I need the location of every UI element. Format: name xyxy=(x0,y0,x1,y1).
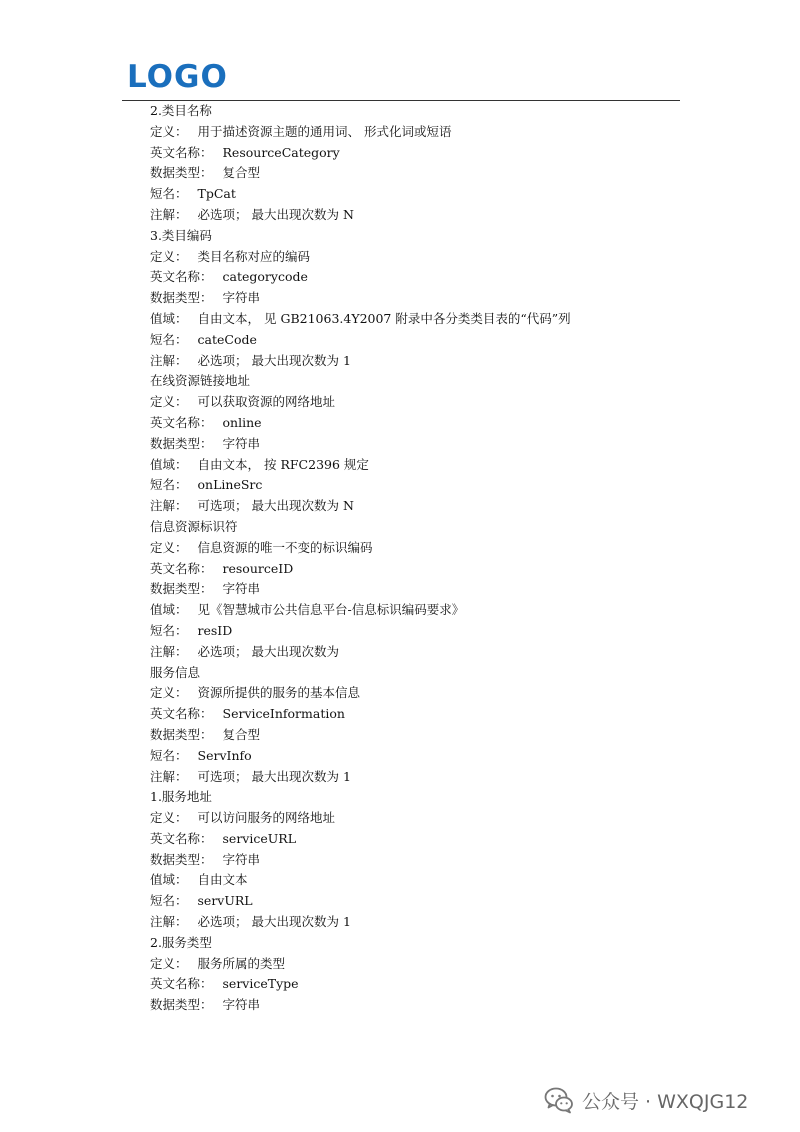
field-value: 字符串 xyxy=(222,435,261,451)
field-value: ServInfo xyxy=(197,747,252,763)
field-line xyxy=(150,351,710,372)
field-value: 复合型 xyxy=(222,726,261,742)
field-line xyxy=(150,330,710,351)
section-heading xyxy=(150,371,710,392)
field-label: 数据类型： xyxy=(150,165,213,181)
field-label: 注解： xyxy=(150,352,188,368)
field-label: 值域： xyxy=(150,310,188,326)
field-line xyxy=(150,475,710,496)
field-line xyxy=(150,184,710,205)
field-value: 可选项； 最大出现次数为 1 xyxy=(197,768,351,784)
field-line xyxy=(150,995,710,1016)
field-value: online xyxy=(222,414,262,430)
field-value: 信息资源的唯一不变的标识编码 xyxy=(197,539,373,555)
field-label: 注解： xyxy=(150,768,188,784)
field-label: 定义： xyxy=(150,685,188,701)
wechat-icon xyxy=(544,1086,574,1114)
field-value: 必选项； 最大出现次数为 xyxy=(197,643,339,659)
field-value: 用于描述资源主题的通用词、 形式化词或短语 xyxy=(197,123,452,139)
field-label: 定义： xyxy=(150,810,188,826)
section-heading xyxy=(150,933,710,954)
field-line xyxy=(150,642,710,663)
logo: LOGO xyxy=(127,59,228,95)
field-label: 定义： xyxy=(150,248,188,264)
field-value: serviceType xyxy=(222,976,299,992)
field-line xyxy=(150,683,710,704)
field-value: 类目名称对应的编码 xyxy=(197,248,311,264)
field-line xyxy=(150,288,710,309)
field-label: 短名： xyxy=(150,622,188,638)
field-label: 英文名称： xyxy=(150,830,213,846)
field-value: 复合型 xyxy=(222,165,261,181)
field-value: ResourceCategory xyxy=(222,144,340,160)
field-value: 必选项； 最大出现次数为 N xyxy=(197,206,354,222)
field-value: TpCat xyxy=(197,186,236,202)
field-line xyxy=(150,247,710,268)
field-line xyxy=(150,392,710,413)
field-value: 自由文本 xyxy=(197,872,248,888)
field-label: 英文名称： xyxy=(150,706,213,722)
field-line xyxy=(150,891,710,912)
field-label: 定义： xyxy=(150,394,188,410)
section-title: 2.服务类型 xyxy=(150,934,212,950)
field-value: resID xyxy=(197,622,233,638)
field-label: 数据类型： xyxy=(150,581,213,597)
field-label: 英文名称： xyxy=(150,414,213,430)
field-label: 注解： xyxy=(150,914,188,930)
field-label: 值域： xyxy=(150,602,188,618)
field-label: 数据类型： xyxy=(150,290,213,306)
field-label: 短名： xyxy=(150,331,188,347)
field-value: 必选项； 最大出现次数为 1 xyxy=(197,914,351,930)
field-line xyxy=(150,455,710,476)
field-label: 注解： xyxy=(150,206,188,222)
section-heading xyxy=(150,787,710,808)
field-line xyxy=(150,704,710,725)
field-line xyxy=(150,413,710,434)
field-line xyxy=(150,205,710,226)
field-label: 注解： xyxy=(150,643,188,659)
field-value: 自由文本， 按 RFC2396 规定 xyxy=(197,456,369,472)
field-label: 英文名称： xyxy=(150,144,213,160)
field-label: 短名： xyxy=(150,186,188,202)
section-title: 信息资源标识符 xyxy=(150,518,238,534)
field-label: 短名： xyxy=(150,893,188,909)
field-line xyxy=(150,746,710,767)
section-title: 2.类目名称 xyxy=(150,103,212,118)
field-line xyxy=(150,912,710,933)
section-title: 3.类目编码 xyxy=(150,227,212,243)
field-value: 必选项； 最大出现次数为 1 xyxy=(197,352,351,368)
field-value: cateCode xyxy=(197,331,257,347)
section-title: 在线资源链接地址 xyxy=(150,373,251,389)
field-label: 值域： xyxy=(150,872,188,888)
field-line xyxy=(150,122,710,143)
field-label: 定义： xyxy=(150,955,188,971)
field-label: 数据类型： xyxy=(150,851,213,867)
field-label: 短名： xyxy=(150,747,188,763)
field-value: ServiceInformation xyxy=(222,706,345,722)
section-heading xyxy=(150,101,710,122)
section-title: 1.服务地址 xyxy=(150,789,212,805)
field-value: categorycode xyxy=(222,269,308,285)
field-line xyxy=(150,808,710,829)
watermark-text: 公众号 · WXQJG12 xyxy=(582,1090,749,1113)
field-line xyxy=(150,870,710,891)
section-heading xyxy=(150,226,710,247)
field-line xyxy=(150,309,710,330)
document-body xyxy=(150,101,710,1016)
field-value: 资源所提供的服务的基本信息 xyxy=(197,685,361,701)
field-value: servURL xyxy=(197,893,253,909)
field-label: 数据类型： xyxy=(150,997,213,1013)
field-label: 数据类型： xyxy=(150,726,213,742)
field-value: serviceURL xyxy=(222,830,297,846)
field-label: 英文名称： xyxy=(150,976,213,992)
field-line xyxy=(150,267,710,288)
field-line xyxy=(150,621,710,642)
field-label: 值域： xyxy=(150,456,188,472)
field-line xyxy=(150,559,710,580)
field-line xyxy=(150,600,710,621)
field-value: 字符串 xyxy=(222,581,261,597)
field-label: 短名： xyxy=(150,477,188,493)
field-label: 定义： xyxy=(150,539,188,555)
field-line xyxy=(150,767,710,788)
section-heading xyxy=(150,517,710,538)
field-value: 字符串 xyxy=(222,290,261,306)
field-line xyxy=(150,538,710,559)
section-heading xyxy=(150,663,710,684)
field-label: 定义： xyxy=(150,123,188,139)
field-value: 见《智慧城市公共信息平台-信息标识编码要求》 xyxy=(197,602,465,618)
field-label: 注解： xyxy=(150,498,188,514)
field-line xyxy=(150,143,710,164)
field-line xyxy=(150,954,710,975)
field-value: 可以获取资源的网络地址 xyxy=(197,394,336,410)
field-line xyxy=(150,579,710,600)
field-value: 可以访问服务的网络地址 xyxy=(197,810,336,826)
field-value: resourceID xyxy=(222,560,294,576)
field-line xyxy=(150,829,710,850)
section-title: 服务信息 xyxy=(150,664,201,680)
watermark xyxy=(544,1086,748,1114)
field-label: 英文名称： xyxy=(150,560,213,576)
field-value: 字符串 xyxy=(222,851,261,867)
field-line xyxy=(150,974,710,995)
field-line xyxy=(150,496,710,517)
field-value: 字符串 xyxy=(222,997,261,1013)
field-line xyxy=(150,434,710,455)
field-line xyxy=(150,850,710,871)
field-value: 服务所属的类型 xyxy=(197,955,286,971)
field-value: onLineSrc xyxy=(197,477,263,493)
field-line xyxy=(150,163,710,184)
field-value: 可选项； 最大出现次数为 N xyxy=(197,498,354,514)
field-label: 数据类型： xyxy=(150,435,213,451)
field-line xyxy=(150,725,710,746)
field-value: 自由文本， 见 GB21063.4Y2007 附录中各分类类目表的“代码”列 xyxy=(197,310,571,326)
field-label: 英文名称： xyxy=(150,269,213,285)
